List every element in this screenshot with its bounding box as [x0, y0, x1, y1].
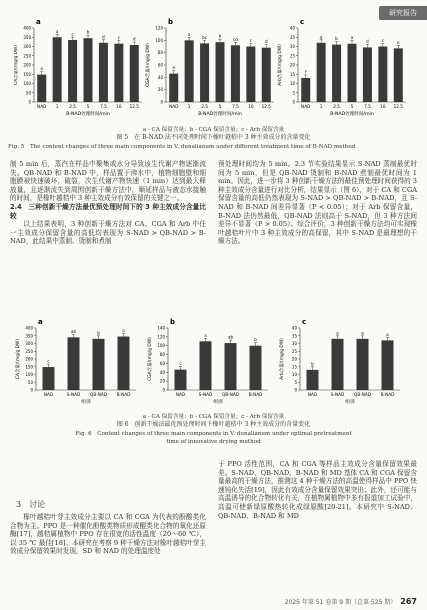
panel-letter: a: [38, 318, 43, 326]
y-tick-label: 140: [157, 325, 165, 331]
x-tick-label: NAD: [169, 104, 179, 109]
y-axis-label: Arb含量/(mg/g DW): [280, 338, 285, 380]
bar: [301, 78, 310, 102]
significance-letter: d: [102, 34, 105, 40]
bar: [262, 48, 271, 102]
significance-letter: b: [86, 29, 90, 35]
significance-letter: ab: [228, 334, 233, 340]
y-tick-label: 20: [289, 62, 295, 68]
y-tick-label: 200: [23, 62, 31, 68]
significance-letter: c: [249, 38, 252, 43]
x-tick-label: 1: [55, 104, 59, 109]
y-tick-label: 40: [157, 74, 163, 80]
figure-6-caption-en-2: time of innovative drying method: [166, 439, 261, 445]
journal-issue: 2025 年第 51 卷第 9 期（总第 525 期）: [284, 599, 397, 606]
x-tick-label: 12.5: [261, 104, 271, 109]
y-tick-label: 350: [25, 333, 33, 339]
y-tick-label: 300: [23, 44, 31, 49]
bar: [68, 337, 80, 390]
y-tick-label: 0: [30, 387, 33, 393]
paragraph: 橡叶越桔叶芽主效成分主要以 CA 和 CGA 为代表的酚酸类化合物为主。PPO 是一种催化酚酸类物质形成醌类化合物的氧化还原酶[17]，越桔属植物中 PPO 存在很宽的活性温度（20～60 ℃），以 35 ℃ 最佳[18]。本研究在考察 9 种干燥方法对橡叶越桔叶芽主效成分保留效果时发现，SD 和 NAD 的处理温度处: [10, 513, 206, 556]
y-tick-label: 150: [25, 364, 33, 370]
x-tick-label: NAD: [301, 104, 311, 109]
figure-6-subcaption: a - CA 保留含量；b - CGA 保留含量；c - Arb 保留含量: [142, 414, 285, 420]
bar: [68, 40, 77, 102]
significance-letter: a: [187, 31, 191, 37]
bar: [93, 339, 105, 390]
y-tick-label: 80: [157, 50, 163, 56]
significance-letter: e: [172, 65, 175, 71]
x-tick-label: B-NAD: [380, 392, 395, 397]
bar: [53, 37, 62, 102]
bar: [332, 339, 344, 390]
bar: [84, 38, 93, 102]
bar: [363, 47, 372, 102]
left-column-top: [10, 160, 206, 246]
significance-letter: e: [397, 39, 400, 45]
y-tick-label: 120: [155, 25, 163, 31]
bar: [332, 45, 341, 102]
x-tick-label: 2.5: [69, 104, 76, 109]
panel-letter: a: [36, 18, 41, 26]
x-tick-label: 10: [248, 104, 254, 109]
page-footer: [285, 597, 417, 606]
section-heading-2-4: 2.4 三种创新干燥方法最优预处理时间下的 3 种主效成分含量比较: [10, 202, 206, 220]
bar: [216, 42, 225, 102]
significance-letter: f: [305, 69, 307, 75]
x-tick-label: QB-NAD: [222, 392, 239, 397]
significance-letter: e: [40, 66, 43, 72]
y-axis-label: CA含量/(mg/g DW): [16, 338, 21, 380]
y-tick-label: 5: [292, 90, 295, 96]
x-tick-label: S-NAD: [66, 392, 81, 397]
left-column-bottom: [10, 513, 206, 556]
y-tick-label: 50: [27, 379, 33, 385]
y-tick-label: 250: [25, 348, 33, 354]
right-column-top: [218, 160, 417, 246]
x-tick-label: 5: [218, 104, 222, 109]
y-tick-label: 20: [157, 87, 163, 93]
y-tick-label: 20: [291, 356, 297, 362]
significance-letter: d: [265, 39, 268, 45]
significance-letter: c: [381, 38, 384, 43]
y-tick-label: 400: [23, 25, 31, 31]
x-tick-label: 12.5: [393, 104, 403, 109]
y-axis-label: CGA含量/(mg/g DW): [148, 337, 153, 381]
paragraph: 以上结果表明，3 种创新干燥方法对 CA、CGA 和 Arb 中任一主效成分保留含量的高低均表现为 S-NAD > QB-NAD > B-NAD，此结果中蒸制、烫制和煮制: [10, 220, 206, 246]
significance-letter: a: [361, 330, 364, 336]
bar: [378, 47, 387, 103]
y-tick-label: 0: [28, 99, 31, 105]
bar: [348, 44, 357, 102]
y-tick-label: 30: [289, 44, 295, 49]
page-number: 267: [400, 597, 417, 606]
bar: [99, 43, 108, 102]
y-tick-label: 0: [162, 387, 165, 393]
bar: [246, 47, 255, 103]
significance-letter: cd: [233, 36, 238, 42]
bar: [37, 75, 46, 102]
y-tick-label: 120: [157, 334, 165, 340]
x-tick-label: 7.5: [100, 104, 107, 109]
y-tick-label: 100: [157, 343, 165, 349]
bar: [200, 341, 212, 390]
x-axis-label: 组别: [213, 400, 223, 405]
x-tick-label: 5: [350, 104, 354, 109]
significance-letter: a: [122, 328, 125, 334]
x-axis-label: B-NAD处理时间/min: [66, 112, 110, 117]
x-tick-label: 2.5: [201, 104, 208, 109]
bar: [307, 370, 319, 390]
y-tick-label: 40: [291, 325, 297, 331]
y-tick-label: 15: [291, 364, 297, 370]
figure-5-caption-en: Fig. 5 The content changes of three main components in V. dunalianum under different treatment time of B-NAD method: [8, 144, 356, 150]
significance-letter: b: [335, 36, 338, 42]
y-tick-label: 100: [23, 81, 31, 86]
x-tick-label: 2.5: [333, 104, 340, 109]
figure-5: [14, 16, 414, 130]
significance-letter: b: [254, 337, 257, 343]
y-tick-label: 10: [291, 372, 297, 377]
significance-letter: b: [311, 361, 314, 367]
bar: [317, 43, 326, 102]
y-axis-label: CGA含量/(mg/g DW): [146, 43, 151, 87]
x-tick-label: 1: [319, 104, 323, 109]
bar: [250, 346, 262, 390]
significance-letter: a: [55, 28, 59, 34]
x-tick-label: S-NAD: [330, 392, 345, 397]
bar: [114, 44, 123, 102]
x-tick-label: NAD: [307, 392, 318, 397]
y-tick-label: 150: [23, 71, 31, 77]
bar: [43, 367, 55, 390]
y-tick-label: 100: [25, 372, 33, 377]
panel-letter: c: [300, 18, 305, 26]
figure-5-caption: 图 5 在 B-NAD 法不同处理时间下橡叶越桔中 3 种主效成分的含量变化: [116, 134, 311, 141]
y-tick-label: 40: [159, 369, 165, 375]
bar: [185, 40, 194, 102]
significance-letter: c: [47, 358, 50, 364]
section-badge: 研究报告: [379, 6, 427, 20]
panel-letter: b: [170, 318, 176, 326]
significance-letter: c: [179, 361, 182, 367]
significance-letter: ab: [71, 328, 76, 334]
y-tick-label: 0: [160, 99, 163, 105]
bar: [225, 343, 237, 390]
panel-letter: c: [302, 318, 307, 326]
y-tick-label: 80: [159, 352, 165, 358]
significance-letter: c: [117, 35, 120, 41]
figure-6-caption-en-1: Fig. 6 Content changes of three main components in V. dunalianum under optimal pretreatment: [75, 431, 352, 437]
y-tick-label: 100: [155, 37, 163, 43]
significance-letter: a: [386, 331, 389, 337]
y-tick-label: 35: [291, 333, 297, 339]
significance-letter: d: [366, 38, 369, 44]
y-tick-label: 25: [291, 348, 297, 354]
y-tick-label: 60: [159, 360, 165, 366]
y-tick-label: 300: [25, 341, 33, 346]
y-tick-label: 15: [289, 71, 295, 77]
significance-letter: a: [319, 34, 323, 40]
y-tick-label: 0: [292, 99, 295, 105]
bar: [130, 45, 139, 102]
y-tick-label: 40: [289, 25, 295, 31]
y-axis-label: Arb含量/(mg/g DW): [278, 44, 283, 86]
significance-letter: bc: [202, 34, 207, 40]
significance-letter: a: [204, 332, 207, 338]
figure-5-charts: [14, 16, 414, 126]
x-tick-label: 10: [116, 104, 122, 109]
x-axis-label: 组别: [81, 400, 91, 405]
y-tick-label: 400: [25, 325, 33, 331]
paragraph: 于 PPO 活性范围，CA 和 CGA 等样品主效成分含量保留效果最差。S-NAD、QB-NAD、B-NAD 和 MD 基体 CA 和 CGA 保留含量最高的干燥方法，推测这 4 种干燥方法的高温使得样品中 PPO 快速钝化失活[19]，因此有效成分含量保留效果突出；此外，还可能与高温诱导的化合物转化有关，在植物属植物中多有报道加工试验中，高温可使新绿原酸热转化成绿原酸[20-21]。本研究中 S-NAD、QB-NAD、B-NAD 和 MD: [218, 460, 417, 520]
bar: [175, 370, 187, 390]
right-column-bottom: [218, 460, 417, 520]
x-tick-label: 5: [86, 104, 90, 109]
y-tick-label: 5: [294, 379, 297, 385]
x-axis-label: 组别: [345, 400, 355, 405]
x-tick-label: 1: [187, 104, 191, 109]
paragraph: 制 5 min 后，蒸汽在样品中聚集或水分导致该生代谢产物逐渐流失。QB-NAD 和 B-NAD 中，样品置于沸水中，植物细胞壁和细胞膜被快速破坏，破裂，次生代谢产物快速（1 min）达到最大释放量，且逐渐流失到周围创新干燥方法中，顺延样品与液态水接触的时间，是橡叶越桔中 3 种主效成分有效保留的关键之一。: [10, 160, 206, 203]
bar: [382, 340, 394, 390]
bar: [169, 74, 178, 102]
y-tick-label: 25: [289, 53, 295, 59]
bar: [231, 45, 240, 102]
x-axis-label: B-NAD处理时间/min: [330, 112, 374, 117]
y-tick-label: 250: [23, 53, 31, 59]
x-tick-label: 12.5: [129, 104, 139, 109]
y-tick-label: 350: [23, 34, 31, 40]
y-tick-label: 30: [291, 341, 297, 346]
y-axis-label: CA含量/(mg/g DW): [14, 44, 19, 86]
x-tick-label: 10: [380, 104, 386, 109]
significance-letter: c: [71, 31, 74, 37]
y-tick-label: 0: [294, 387, 297, 393]
x-tick-label: NAD: [37, 104, 47, 109]
figure-6: [14, 318, 414, 414]
x-tick-label: NAD: [175, 392, 186, 397]
significance-letter: a: [350, 35, 354, 41]
significance-letter: d: [133, 36, 136, 42]
x-tick-label: 7.5: [232, 104, 239, 109]
bar: [357, 339, 369, 390]
y-tick-label: 20: [159, 378, 165, 384]
y-tick-label: 50: [25, 90, 31, 96]
section-heading-3: 3 讨论: [16, 500, 46, 509]
x-tick-label: NAD: [43, 392, 54, 397]
y-tick-label: 200: [25, 356, 33, 362]
figure-5-subcaption: a - CA 保留含量；b - CGA 保留含量；c - Arb 保留含量: [142, 127, 285, 133]
panel-letter: b: [168, 18, 174, 26]
y-tick-label: 35: [289, 34, 295, 40]
y-tick-label: 60: [157, 62, 163, 68]
x-tick-label: B-NAD: [248, 392, 263, 397]
x-axis-label: B-NAD处理时间/min: [198, 112, 242, 117]
figure-6-caption: 图 6 创新干燥法最优预处理时间下橡叶越桔中 3 种主效成分的含量变化: [116, 421, 311, 428]
x-tick-label: QB-NAD: [354, 392, 371, 397]
significance-letter: b: [97, 330, 100, 336]
bar: [118, 337, 130, 390]
significance-letter: b: [218, 33, 222, 39]
x-tick-label: 7.5: [364, 104, 371, 109]
figure-6-charts: [14, 318, 414, 410]
x-tick-label: S-NAD: [198, 392, 213, 397]
bar: [200, 43, 209, 102]
significance-letter: a: [336, 330, 339, 336]
bar: [394, 48, 403, 102]
x-tick-label: B-NAD: [116, 392, 131, 397]
paragraph: 预处理时间均为 5 min。2.3 节实验结果显示 S-NAD 蒸制最优时间为 5 min，但是 QB-NAD 烫制和 B-NAD 煮制最优时间为 1 min。因此，进一步将 3 种创新干燥方法的最佳预处理时间获得的 3 种主效成分含量进行对比分析，结果显示（图 6），对于 CA 和 CGA 保留含量的高低仍然表现为 S-NAD > QB-NAD > B-NAD，且 S-NAD 和 B-NAD 间差异显著（P < 0.05）；对于 Arb 保留含量，B-NAD 法仍然最低，QB-NAD 法则高于 S-NAD，但 3 种方法间差异不显著（P > 0.05）。综合评价，3 种创新干燥方法均可实现橡叶越桔叶片中 3 种主效成分的高保留，其中 S-NAD 是最理想的干燥方法。: [218, 160, 418, 246]
y-tick-label: 10: [289, 81, 295, 86]
x-tick-label: QB-NAD: [90, 392, 107, 397]
